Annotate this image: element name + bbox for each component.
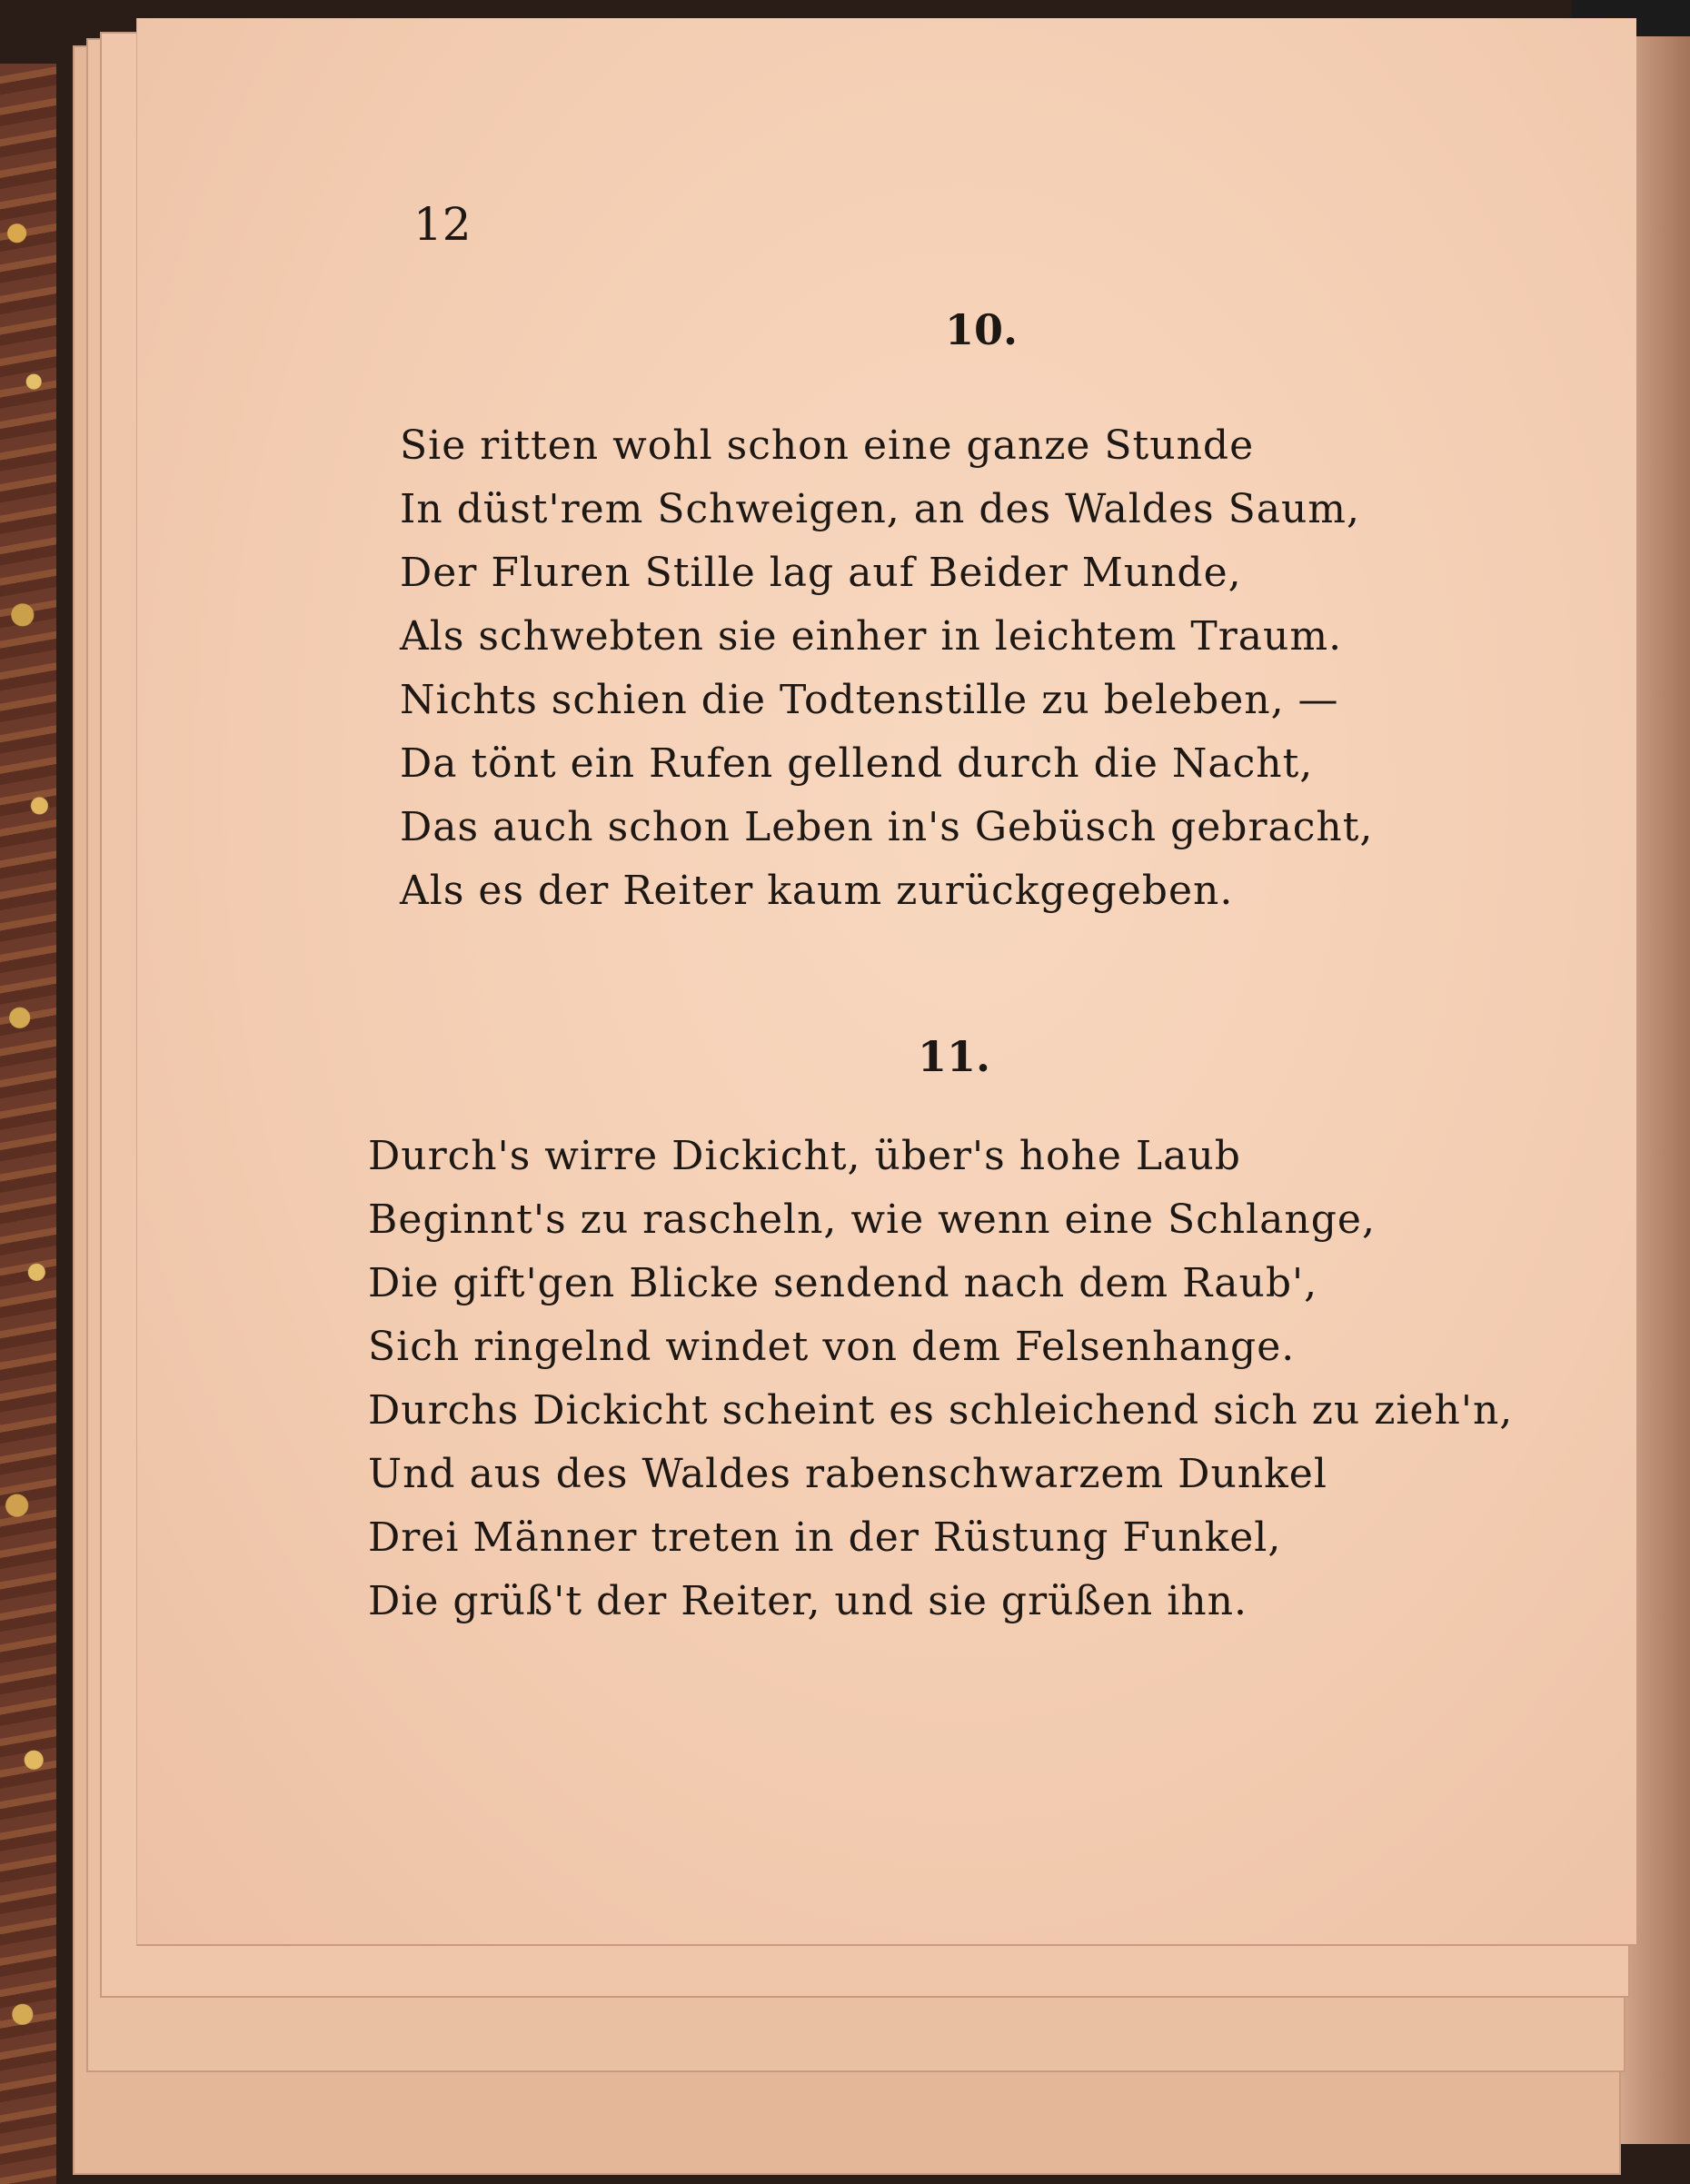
verse-line: Als schwebten sie einher in leichtem Traum. <box>400 613 1343 660</box>
verse-line: Sich ringelnd windet von dem Felsenhange. <box>368 1324 1296 1370</box>
marbled-binding <box>0 64 56 2184</box>
verse-line: Nichts schien die Todtenstille zu beleben, — <box>400 677 1339 723</box>
page-number: 12 <box>413 198 472 251</box>
verse-line: Die gift'gen Blicke sendend nach dem Raub', <box>368 1260 1318 1306</box>
verse-line: Der Fluren Stille lag auf Beider Munde, <box>400 550 1242 596</box>
verse-line: Und aus des Waldes rabenschwarzem Dunkel <box>368 1451 1327 1497</box>
verse-line: Die grüß't der Reiter, und sie grüßen ihn. <box>368 1578 1248 1624</box>
verse-line: Beginnt's zu rascheln, wie wenn eine Schlange, <box>368 1196 1376 1243</box>
book-page <box>136 18 1636 1946</box>
verse-line: Durch's wirre Dickicht, über's hohe Laub <box>368 1133 1241 1179</box>
verse-line: In düst'rem Schweigen, an des Waldes Saum, <box>400 486 1360 532</box>
stanza <box>368 1125 1513 1633</box>
verse-line: Das auch schon Leben in's Gebüsch gebracht, <box>400 804 1374 850</box>
verse-line: Als es der Reiter kaum zurückgegeben. <box>400 868 1234 914</box>
stanza-number: 10. <box>945 305 1019 354</box>
verse-line: Sie ritten wohl schon eine ganze Stunde <box>400 422 1255 469</box>
stanza <box>400 414 1373 923</box>
stanza-number: 11. <box>918 1032 991 1081</box>
bleed-through-text <box>1446 436 1664 945</box>
verse-line: Drei Männer treten in der Rüstung Funkel, <box>368 1514 1282 1561</box>
verse-line: Da tönt ein Rufen gellend durch die Nacht, <box>400 740 1314 787</box>
verse-line: Durchs Dickicht scheint es schleichend sich zu zieh'n, <box>368 1387 1514 1434</box>
